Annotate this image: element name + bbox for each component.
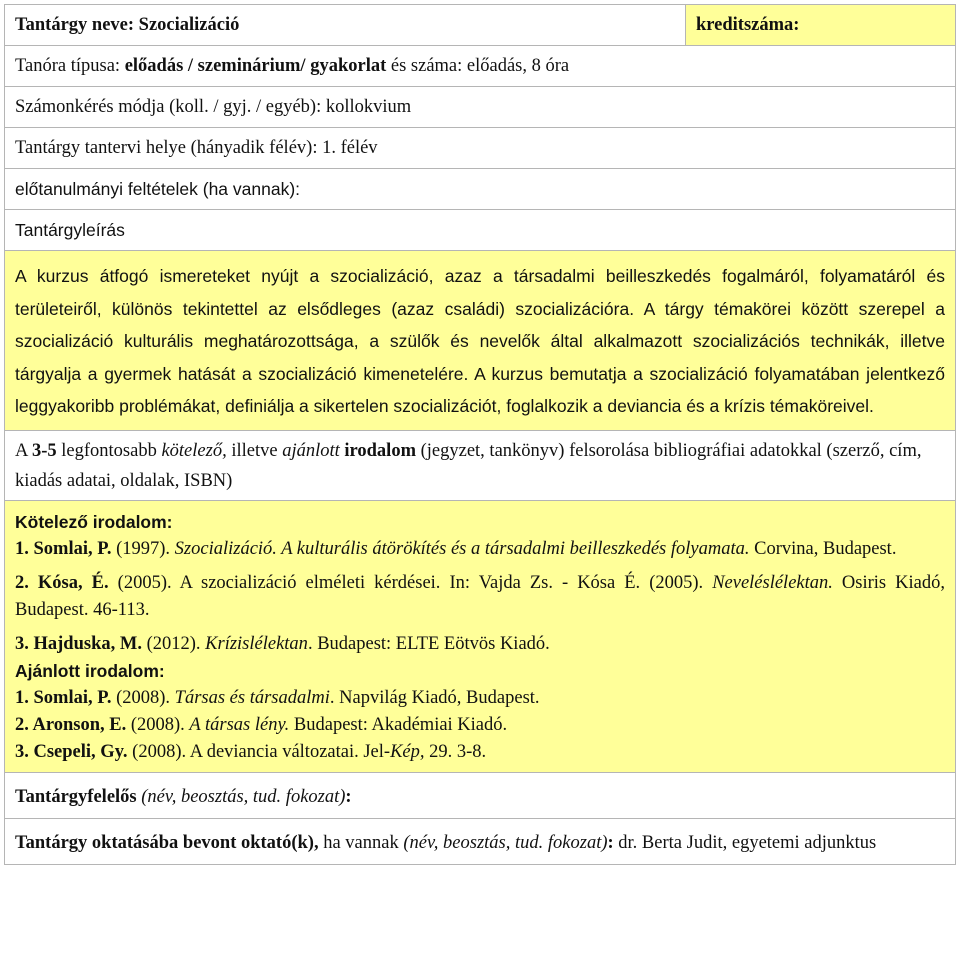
ref-author: 1. Somlai, P. — [15, 538, 112, 559]
lit-intro-recommended: ajánlott — [282, 440, 340, 461]
responsible-cell — [5, 772, 956, 818]
ref-author: 2. Aronson, E. — [15, 714, 127, 735]
instructors-cell — [5, 818, 956, 864]
lit-intro-required: kötelező, — [161, 440, 227, 461]
references-cell — [5, 500, 956, 772]
lit-intro-t5: illetve — [226, 440, 283, 461]
ref-title: Neveléslélektan. — [712, 572, 833, 593]
lit-intro-t9: (jegyzet, tankönyv) felsorolása bibliográfiai adatokkal (szerző, cím, kiadás adatai, oldalak, ISBN) — [15, 440, 922, 491]
lit-intro-t3: legfontosabb — [56, 440, 162, 461]
ref-publisher: Osiris Kiadó, Budapest. 46-113. — [15, 572, 945, 620]
instructors-hint: (név, beosztás, tud. fokozat) — [403, 832, 608, 853]
curriculum-place-row — [5, 128, 956, 169]
class-type-prefix: Tanóra típusa: — [15, 55, 125, 76]
class-type-suffix: és száma: előadás, 8 óra — [386, 55, 570, 76]
recommended-item-1 — [15, 685, 945, 712]
instructors-colon: : — [607, 832, 614, 853]
description-title-row — [5, 210, 956, 251]
ref-author: 1. Somlai, P. — [15, 687, 112, 708]
ref-year: (2008). — [126, 714, 190, 735]
ref-year: (2008). — [127, 741, 190, 762]
instructors-mid: ha vannak — [318, 832, 404, 853]
course-name: Tantárgy neve: Szocializáció — [15, 14, 240, 35]
assessment-text: Számonkérés módja (koll. / gyj. / egyéb): kollokvium — [15, 96, 412, 117]
ref-title: Társas és társadalmi — [174, 687, 330, 708]
required-literature-title: Kötelező irodalom: — [15, 511, 173, 532]
lit-intro-count: 3-5 — [31, 440, 57, 461]
ref-author: 3. Hajduska, M. — [15, 633, 142, 654]
ref-publisher: . Budapest: ELTE Eötvös Kiadó. — [307, 633, 550, 654]
required-item-2 — [15, 570, 945, 624]
curriculum-place-text: Tantárgy tantervi helye (hányadik félév): 1. félév — [15, 137, 378, 158]
ref-publisher: Corvina, Budapest. — [749, 538, 897, 559]
class-type-row — [5, 46, 956, 87]
ref-publisher: Budapest: Akadémiai Kiadó. — [289, 714, 508, 735]
description-text: A kurzus átfogó ismereteket nyújt a szocializáció, azaz a társadalmi beilleszkedés fogalmáról, folyamatáról és területeiről, különös tekintettel az elsődleges (azaz családi) szocializációra. A tárgy témakörei között szerepel a szocializáció kulturális meghatározottsága, a szülők és nevelők által alkalmazott szocializációs technikák, illetve tárgyalja a gyermek hatását a szocializáció kimenetelére. A kurzus bemutatja a szocializáció folyamatában jelentkező leggyakoribb problémákat, definiálja a sikertelen szocializációt, foglalkozik a deviancia és a krízis témaköreivel. — [15, 266, 945, 416]
course-datasheet — [4, 4, 956, 865]
assessment-row — [5, 87, 956, 128]
course-name-cell — [5, 5, 686, 46]
ref-title: Szocializáció. A kulturális átörökítés és a társadalmi beilleszkedés folyamata. — [174, 538, 750, 559]
ref-chapter: A szocializáció elméleti kérdései. In: Vajda Zs. - Kósa É. (2005). — [179, 572, 713, 593]
instructors-value: dr. Berta Judit, egyetemi adjunktus — [613, 832, 877, 853]
credits-cell — [686, 5, 956, 46]
class-type-options: előadás / szeminárium/ gyakorlat — [124, 55, 387, 76]
description-title: Tantárgyleírás — [15, 219, 125, 240]
ref-author: 2. Kósa, É. — [15, 572, 109, 593]
credits-label: kreditszáma: — [696, 14, 800, 35]
ref-chapter: A deviancia változatai. Jel- — [189, 741, 391, 762]
required-item-3 — [15, 631, 945, 658]
prerequisites-text: előtanulmányi feltételek (ha vannak): — [15, 178, 301, 199]
responsible-label: Tantárgyfelelős — [15, 786, 137, 807]
required-item-1 — [15, 536, 945, 563]
ref-year: (2005). — [108, 572, 180, 593]
recommended-item-2 — [15, 712, 945, 739]
responsible-hint: (név, beosztás, tud. fokozat) — [141, 786, 346, 807]
ref-year: (2008). — [111, 687, 175, 708]
ref-title: Kép, — [390, 741, 425, 762]
lit-intro-literature: irodalom — [344, 440, 416, 461]
instructors-label: Tantárgy oktatásába bevont oktató(k), — [15, 832, 319, 853]
ref-title: A társas lény. — [189, 714, 290, 735]
responsible-colon: : — [345, 786, 352, 807]
description-cell — [5, 251, 956, 431]
lit-intro-t1: A — [15, 440, 32, 461]
ref-author: 3. Csepeli, Gy. — [15, 741, 128, 762]
ref-publisher: . Napvilág Kiadó, Budapest. — [329, 687, 540, 708]
recommended-literature-title: Ajánlott irodalom: — [15, 660, 165, 681]
literature-intro-cell — [5, 430, 956, 500]
ref-year: (2012). — [141, 633, 206, 654]
ref-year: (1997). — [111, 538, 175, 559]
recommended-item-3 — [15, 739, 945, 766]
ref-title: Krízislélektan — [205, 633, 308, 654]
prerequisites-row — [5, 169, 956, 210]
ref-publisher: 29. 3-8. — [424, 741, 487, 762]
